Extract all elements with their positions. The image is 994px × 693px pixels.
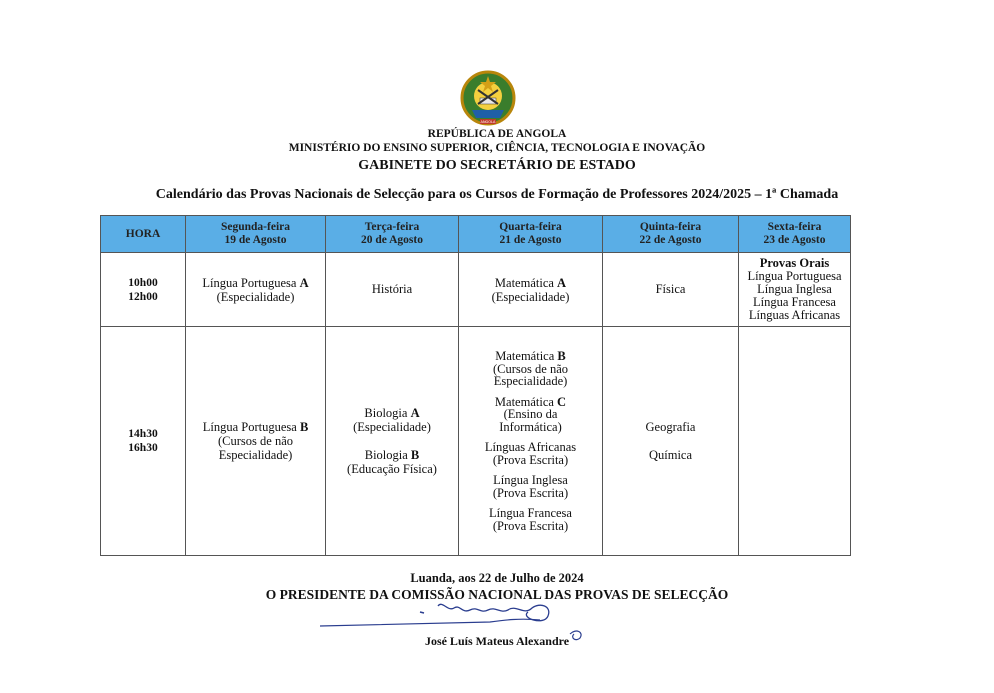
table-header-row	[101, 216, 851, 253]
time-slot-morning: 10h00 12h00	[101, 253, 186, 327]
cell-monday-morning: Língua Portuguesa A (Especialidade)	[186, 253, 326, 327]
angola-emblem-icon	[458, 68, 518, 128]
emblem-label: ANGOLA	[480, 120, 496, 124]
day-header-tuesday: Terça-feira 20 de Agosto	[326, 216, 459, 253]
cell-thursday-afternoon: Geografia Química	[603, 327, 739, 556]
republic-heading: REPÚBLICA DE ANGOLA	[427, 128, 567, 140]
cell-monday-afternoon: Língua Portuguesa B (Cursos de não Especialidade)	[186, 327, 326, 556]
cell-wednesday-morning: Matemática A (Especialidade)	[459, 253, 603, 327]
cell-tuesday-morning: História	[326, 253, 459, 327]
signatory-name: José Luís Mateus Alexandre	[424, 634, 570, 648]
office-heading: GABINETE DO SECRETÁRIO DE ESTADO	[358, 158, 636, 173]
table-row	[101, 253, 851, 327]
day-header-monday: Segunda-feira 19 de Agosto	[186, 216, 326, 253]
hora-header: HORA	[101, 216, 186, 253]
signatory-role: O PRESIDENTE DA COMISSÃO NACIONAL DAS PROVAS DE SELECÇÃO	[265, 587, 729, 602]
cell-tuesday-afternoon: Biologia A (Especialidade) Biologia B (Educação Física)	[326, 327, 459, 556]
exam-calendar-table	[100, 215, 851, 556]
document-title: Calendário das Provas Nacionais de Selecção para os Cursos de Formação de Professores 2024/2025 – 1ª Chamada	[155, 187, 839, 202]
cell-friday-morning: Provas Orais Língua Portuguesa Língua Inglesa Língua Francesa Línguas Africanas	[739, 253, 851, 327]
day-header-wednesday: Quarta-feira 21 de Agosto	[459, 216, 603, 253]
day-header-thursday: Quinta-feira 22 de Agosto	[603, 216, 739, 253]
cell-thursday-morning: Física	[603, 253, 739, 327]
ministry-heading: MINISTÉRIO DO ENSINO SUPERIOR, CIÊNCIA, TECNOLOGIA E INOVAÇÃO	[288, 142, 706, 154]
cell-wednesday-afternoon: Matemática B (Cursos de não Especialidade) Matemática C (Ensino da Informática) Línguas Africanas (Prova Escrita) Língua Inglesa (Prova Escrita) Língua Francesa (Prova Escrita)	[459, 327, 603, 556]
table-row	[101, 327, 851, 556]
place-date: Luanda, aos 22 de Julho de 2024	[410, 571, 584, 585]
cell-friday-afternoon	[739, 327, 851, 556]
day-header-friday: Sexta-feira 23 de Agosto	[739, 216, 851, 253]
time-slot-afternoon: 14h30 16h30	[101, 327, 186, 556]
